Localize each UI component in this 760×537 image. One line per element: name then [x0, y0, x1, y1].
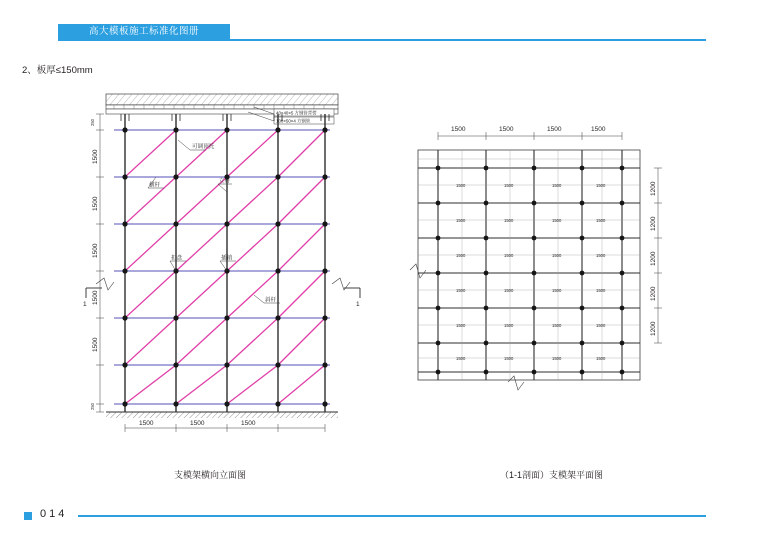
left-dim-0: 250 [90, 119, 95, 126]
elevation-caption: 支模架横向立面图 [174, 470, 247, 480]
plan-cell-label: 1500 [504, 218, 514, 223]
plan-right-dim-1: 1200 [650, 216, 657, 231]
plan-cell-label: 1500 [456, 218, 466, 223]
plan-cell-label: 1500 [504, 183, 514, 188]
diagonal-braces [125, 130, 325, 404]
plan-secondary-grid [418, 150, 640, 380]
leader-label-5: 斜杆 [265, 297, 277, 304]
note-label-0: 40×40×5 方钢管背愣 [276, 110, 317, 116]
left-dim-6: 250 [90, 403, 95, 410]
footer-bullet-icon [24, 512, 32, 520]
page-header [0, 0, 760, 50]
plan-cell-label: 1500 [504, 356, 514, 361]
plan-cell-label: 1500 [456, 253, 466, 258]
elevation-drawing [78, 88, 368, 444]
plan-cell-label: 1500 [504, 288, 514, 293]
plan-drawing [408, 120, 696, 422]
plan-cell-label: 1500 [596, 253, 606, 258]
left-dimension-chain [90, 114, 104, 412]
note-label-1: 100×50×4 方钢管 [276, 118, 311, 124]
plan-right-dim-4: 1200 [650, 321, 657, 336]
bottom-dimension-chain [125, 420, 325, 432]
plan-cell-label: 1500 [504, 323, 514, 328]
header-title-tab: 高大模板施工标准化图册 [58, 24, 230, 39]
plan-cell-label: 1500 [596, 323, 606, 328]
plan-cell-label: 1500 [596, 288, 606, 293]
plan-cell-label: 1500 [552, 183, 562, 188]
plan-main-rows [418, 168, 640, 372]
plan-cell-label: 1500 [596, 218, 606, 223]
plan-top-dim-3: 1500 [591, 126, 606, 133]
plan-cell-label: 1500 [552, 356, 562, 361]
plan-cell-label: 1500 [552, 288, 562, 293]
leader-label-3: 扣盘 [171, 255, 183, 262]
plan-right-dim-0: 1200 [650, 181, 657, 196]
footer-divider [78, 515, 706, 517]
plan-caption: （1-1剖面）支模架平面图 [500, 470, 604, 480]
plan-top-dim-0: 1500 [451, 126, 466, 133]
plan-cell-label: 1500 [552, 218, 562, 223]
plan-cell-label: 1500 [456, 356, 466, 361]
plan-right-dim-3: 1200 [650, 286, 657, 301]
plan-cell-label: 1500 [456, 323, 466, 328]
plan-right-dim-2: 1200 [650, 251, 657, 266]
bottom-dim-2: 1500 [241, 420, 256, 427]
horizontal-ledgers [114, 130, 330, 404]
plan-top-dimension-chain [438, 126, 622, 140]
left-dim-5: 1500 [92, 337, 99, 352]
leader-label-0: 可调顶托 [192, 144, 215, 150]
plan-top-dim-1: 1500 [499, 126, 514, 133]
leader-label-1: 横杆 [149, 182, 161, 189]
plan-cell-label: 1500 [456, 183, 466, 188]
leader-label-4: 插销 [221, 255, 233, 262]
leader-label-2: 立杆 [219, 178, 231, 185]
section-title: 2、板厚≤150mm [22, 65, 93, 76]
plan-cell-label: 1500 [456, 288, 466, 293]
left-dim-3: 1500 [92, 243, 99, 258]
section-mark-right [344, 288, 360, 308]
plan-cell-label: 1500 [552, 253, 562, 258]
section-mark-label-right: 1 [356, 301, 360, 308]
plan-main-columns [438, 150, 622, 380]
ground-line [106, 412, 338, 418]
page-number: 014 [40, 508, 68, 520]
plan-cell-label: 1500 [552, 323, 562, 328]
left-dim-2: 1500 [92, 196, 99, 211]
section-mark-label-left: 1 [83, 301, 87, 308]
bottom-dim-0: 1500 [139, 420, 154, 427]
plan-cell-label: 1500 [596, 183, 606, 188]
bottom-dim-1: 1500 [190, 420, 205, 427]
page-footer [0, 505, 760, 525]
header-divider [58, 39, 706, 41]
plan-top-dim-2: 1500 [547, 126, 562, 133]
left-dim-1: 1500 [92, 149, 99, 164]
plan-cell-label: 1500 [504, 253, 514, 258]
plan-right-dimension-chain [650, 168, 662, 343]
plan-cell-label: 1500 [596, 356, 606, 361]
left-dim-4: 1500 [92, 290, 99, 305]
